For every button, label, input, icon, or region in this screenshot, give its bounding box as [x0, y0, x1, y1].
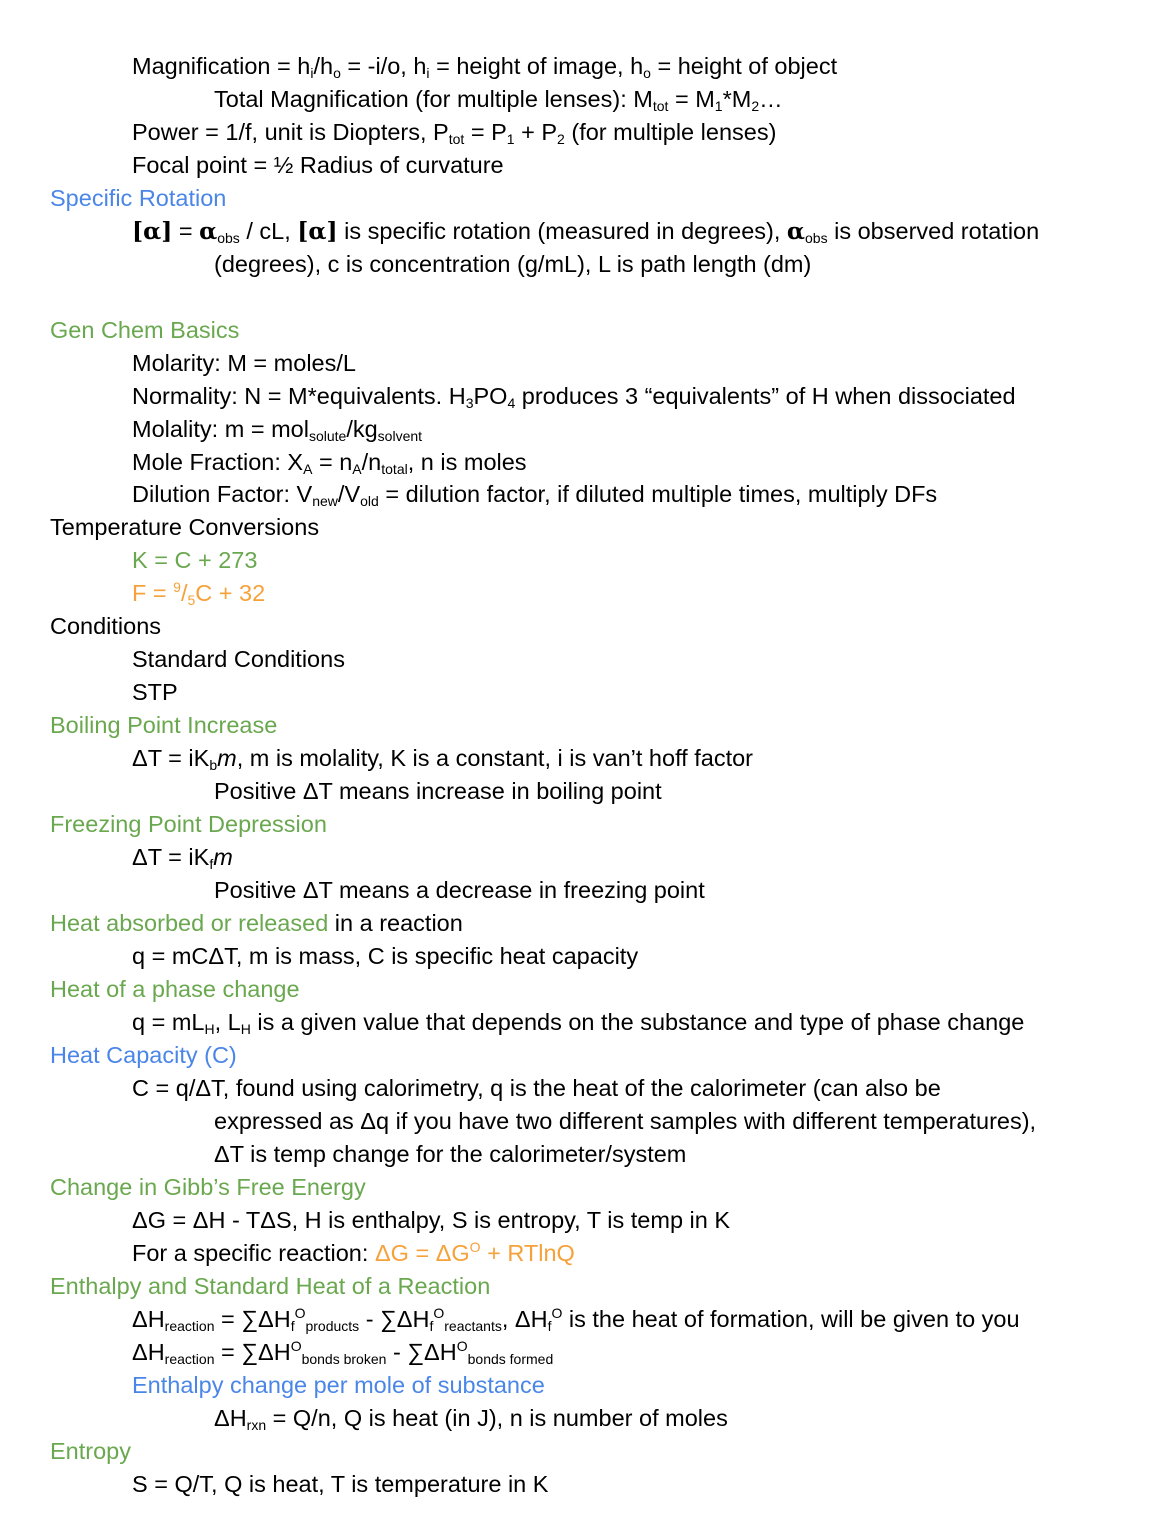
- enthalpy-heading: Enthalpy and Standard Heat of a Reaction: [50, 1273, 491, 1299]
- gen-chem-heading: Gen Chem Basics: [50, 317, 240, 343]
- enthalpy-equation-2: $\Delta H_{reaction} = \sum\Delta H^O_{bonds broken} - \sum\Delta H^O_{bonds formed}$: [132, 1338, 554, 1367]
- heat-absorbed-heading: Heat absorbed or released in a reaction: [50, 910, 463, 936]
- molality-line: Molality: $m = mol_{solute}/kg_{solvent}$: [132, 416, 423, 444]
- phase-change-equation: $q = mL_H$, $L_H$ is a given value that depends on the substance and type of phase change: [132, 1009, 1025, 1037]
- specific-rotation-line2: (degrees), c is concentration (g/mL), L is path length (dm): [214, 251, 812, 277]
- stp-line: STP: [132, 679, 178, 705]
- specific-rotation-heading: Specific Rotation: [50, 185, 227, 211]
- molarity-line: Molarity: M = moles/L: [132, 350, 356, 376]
- boiling-point-equation: $\Delta T = iK_bm$, m is molality, K is a constant, i is van’t hoff factor: [132, 745, 754, 773]
- enthalpy-equation-1: $\Delta H_{reaction} = \sum\Delta H_f^O_{products} - \sum\Delta H_f^O_{reactants}$, $\Delta H_f^O$ is the heat of formation, will be given to you: [132, 1305, 1020, 1334]
- heat-capacity-line1: C = q/ΔT, found using calorimetry, q is the heat of the calorimeter (can also be: [132, 1075, 941, 1101]
- enthalpy-per-mole-equation: $\Delta H_{rxn} = Q/n$, Q is heat (in J), n is number of moles: [214, 1405, 728, 1433]
- mole-fraction-line: Mole Fraction: $X_A = n_A/n_{total}$, n is moles: [132, 449, 527, 477]
- conditions-heading: Conditions: [50, 613, 162, 639]
- freezing-point-heading: Freezing Point Depression: [50, 811, 327, 837]
- enthalpy-per-mole-heading: Enthalpy change per mole of substance: [132, 1372, 545, 1398]
- normality-line: Normality: N = M*equivalents. $H_3PO_4$ produces 3 “equivalents” of H when dissociated: [132, 383, 1016, 411]
- boiling-point-heading: Boiling Point Increase: [50, 712, 278, 738]
- magnification-line: Magnification = $h_i/h_o = -i/o$, $h_i$ = height of image, $h_o$ = height of object: [132, 53, 838, 81]
- power-line: Power = 1/f, unit is Diopters, $P_{tot} = P_1 + P_2$ (for multiple lenses): [132, 119, 777, 147]
- gibbs-equation: ΔG = ΔH - TΔS, H is enthalpy, S is entropy, T is temp in K: [132, 1207, 731, 1233]
- total-magnification-line: Total Magnification (for multiple lenses): $M_{tot}$ = $M_1*M_2\dots$: [214, 86, 783, 114]
- standard-conditions-line: Standard Conditions: [132, 646, 345, 672]
- heat-capacity-line3: ΔT is temp change for the calorimeter/system: [214, 1141, 687, 1167]
- phase-change-heading: Heat of a phase change: [50, 976, 300, 1002]
- kelvin-line: K = C + 273: [132, 547, 258, 573]
- dilution-factor-line: Dilution Factor: $V_{new}/V_{old}$ = dilution factor, if diluted multiple times, multiply DFs: [132, 481, 938, 509]
- freezing-point-equation: $\Delta T = iK_fm$: [132, 844, 233, 872]
- gibbs-specific-line: For a specific reaction: $\Delta G = \Delta G^O + RTlnQ$: [132, 1239, 575, 1266]
- entropy-equation: S = Q/T, Q is heat, T is temperature in K: [132, 1471, 549, 1497]
- heat-absorbed-equation: q = mCΔT, m is mass, C is specific heat capacity: [132, 943, 639, 969]
- focal-point-line: Focal point = ½ Radius of curvature: [132, 152, 504, 178]
- fahrenheit-line: $F = ^9/_5C + 32$: [132, 579, 266, 608]
- boiling-point-note: Positive ΔT means increase in boiling point: [214, 778, 662, 804]
- gibbs-heading: Change in Gibb’s Free Energy: [50, 1174, 366, 1200]
- heat-capacity-line2: expressed as Δq if you have two different samples with different temperatures),: [214, 1108, 1037, 1134]
- freezing-point-note: Positive ΔT means a decrease in freezing point: [214, 877, 705, 903]
- entropy-heading: Entropy: [50, 1438, 131, 1464]
- heat-capacity-heading: Heat Capacity (C): [50, 1042, 237, 1068]
- temperature-heading: Temperature Conversions: [50, 514, 320, 540]
- specific-rotation-line1: $[\alpha] = \alpha_{obs}$ / cL, [α] is specific rotation (measured in degrees), $\alpha_{obs}$ is observed rotation: [132, 217, 1040, 246]
